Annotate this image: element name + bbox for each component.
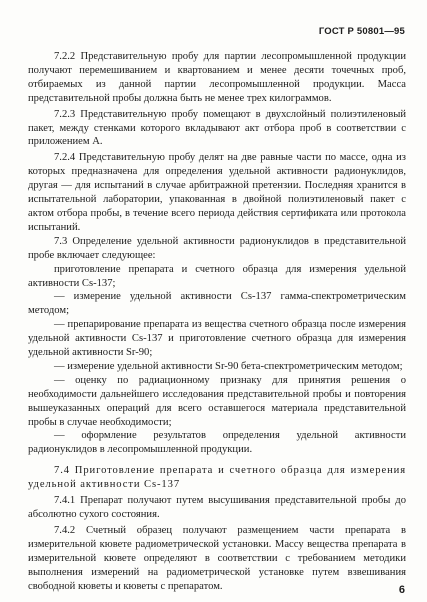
- paragraph-7-2-3: 7.2.3 Представительную пробу помещают в двухслойный полиэтиленовый пакет, между стенками которого вкладывают акт отбора проб в соответствии с приложением А.: [28, 108, 406, 148]
- paragraph-7-2-4: 7.2.4 Представительную пробу делят на две равные части по массе, одна из которых предназначена для определения удельной активности радионуклидов, другая — для испытаний в случае арбитражной претензии. Последняя хранится в испытательной лаборатории, упакованная в двойной полиэтиленовый пакет с актом отбора пробы, в течение всего периода действия сертификата или протокола испытаний.: [28, 152, 406, 233]
- list-item-sr90-measurement: — измерение удельной активности Sr-90 бета-спектрометрическим методом;: [54, 360, 403, 372]
- paragraph-7-4-2: 7.4.2 Счетный образец получают размещением части препарата в измерительной кювете радиометрической установки. Массу вещества препарата в измерительной кювете определяют в соответствии с требованием методики выполнения измерений на радиометрической установке путем взвешивания свободной кюветы и кюветы с препаратом.: [28, 524, 406, 592]
- document-header: ГОСТ Р 50801—95: [318, 26, 405, 37]
- list-item-radiation-assessment: — оценку по радиационному признаку для принятия решения о необходимости дальнейшего исследования представительной пробы и повторения вышеуказанных операций для всего оставшегося материала представительной пробы в случае необходимости;: [28, 374, 406, 428]
- document-body: [28, 50, 406, 593]
- list-item-results: — оформление результатов определения удельной активности радионуклидов в лесопромышленной продукции.: [28, 430, 406, 456]
- paragraph-7-3: 7.3 Определение удельной активности радионуклидов в представительной пробе включает следующее:: [28, 235, 406, 261]
- section-heading-7-4: 7.4 Приготовление препарата и счетного образца для измерения удельной активности Cs-137: [28, 465, 406, 491]
- paragraph-7-2-2: 7.2.2 Представительную пробу для партии лесопромышленной продукции получают перемешиванием и квартованием и менее десяти точечных проб, отбираемых из данной партии лесопромышленной продукции. Масса представительной пробы должна быть не менее трех килограммов.: [28, 51, 406, 104]
- list-item-cs137-measurement: — измерение удельной активности Cs-137 гамма-спектрометрическим методом;: [28, 291, 406, 317]
- page-number: 6: [398, 584, 405, 596]
- paragraph-7-4-1: 7.4.1 Препарат получают путем высушивания представительной пробы до абсолютно сухого состояния.: [28, 495, 406, 520]
- list-item-preparation: приготовление препарата и счетного образца для измерения удельной активности Cs-137;: [28, 263, 406, 289]
- list-item-sr90-preparation: — препарирование препарата из вещества счетного образца после измерения удельной активности Cs-137 и приготовление счетного образца для измерения удельной активности Sr-90;: [28, 319, 406, 359]
